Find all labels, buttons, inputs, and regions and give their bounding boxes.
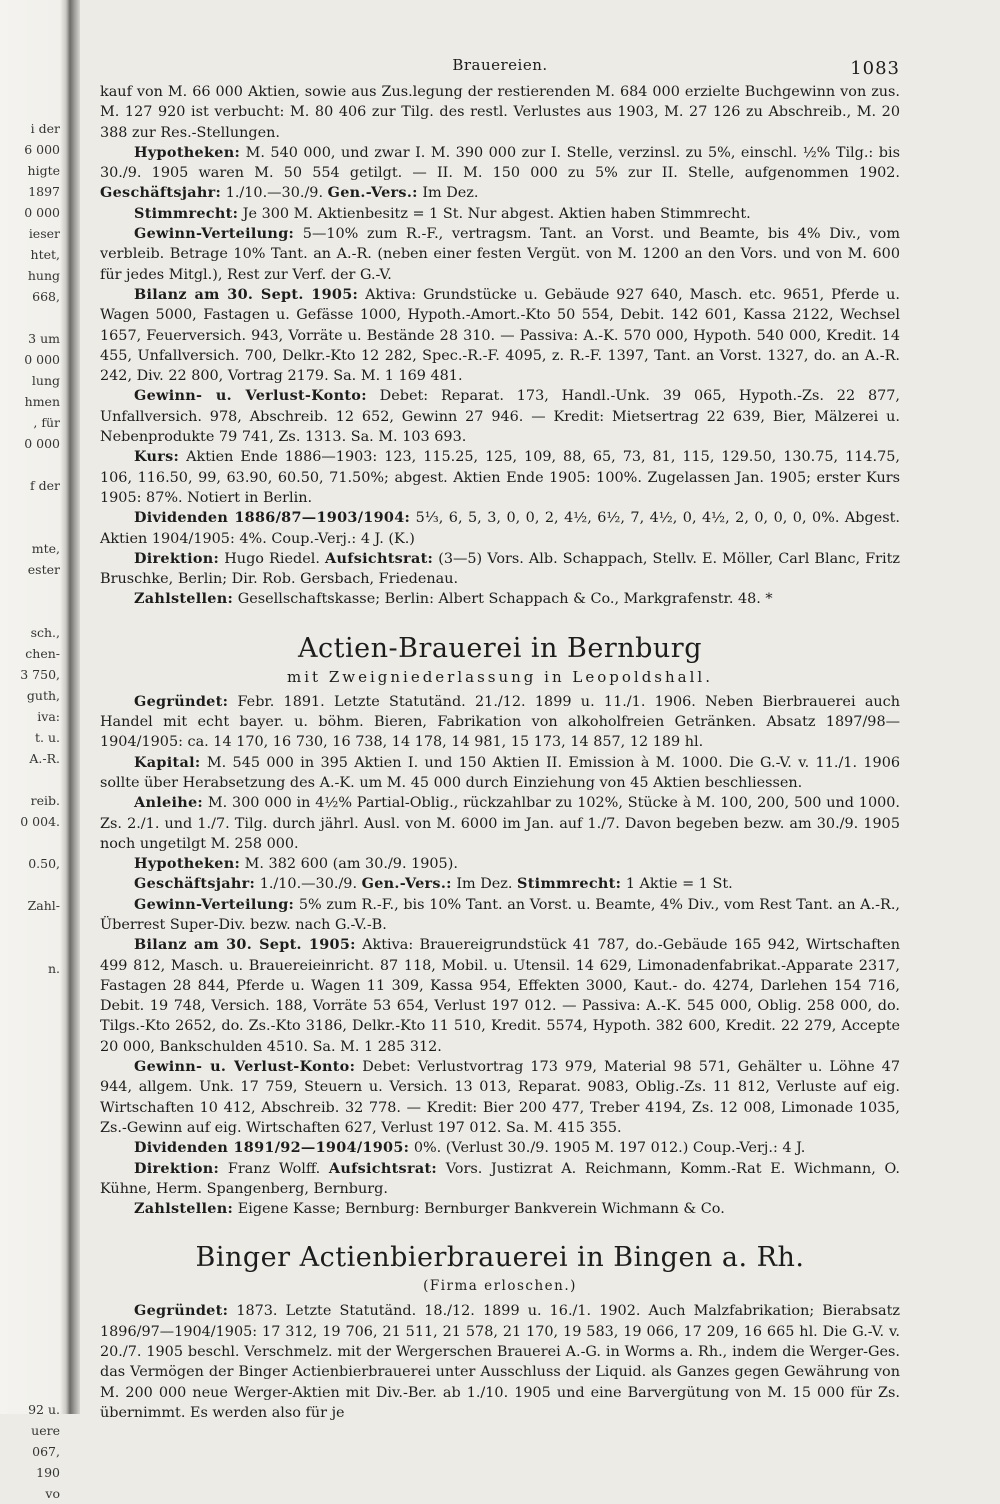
margin-fragment: 0 000 bbox=[24, 205, 60, 220]
entry-text: (3—5) Vors. Alb. Schappach, Stellv. E. Möller, Carl Blanc, Fritz Bruschke, Berlin; Dir. Rob. Gersbach, Friedenau. bbox=[100, 550, 900, 588]
entry-label: Aufsichtsrat: bbox=[328, 1159, 438, 1177]
entry-paragraph bbox=[100, 224, 900, 285]
entry-label: Geschäftsjahr: bbox=[134, 875, 256, 893]
entry-paragraph bbox=[100, 692, 900, 753]
margin-fragment: t. u. bbox=[35, 730, 60, 745]
entry-text: Gesellschaftskasse; Berlin: Albert Schappach & Co., Markgrafenstr. 48. * bbox=[237, 591, 773, 608]
margin-fragment: ieser bbox=[28, 226, 60, 241]
entry-label: Gen.-Vers.: bbox=[361, 875, 452, 893]
entry-text: Febr. 1891. Letzte Statutänd. 21./12. 1899 u. 11./1. 1906. Neben Bierbrauerei auch Handel mit echt bayer. u. böhm. Bieren, Fabrikation von alkoholfreien Getränken. Absatz 1897/98—1904/1905: ca. 14 170, 16 730, 16 738, 14 178, 14 981, 15 173, 14 857, 12 189 hl. bbox=[100, 693, 900, 751]
entry-paragraph bbox=[100, 1301, 900, 1423]
entry-label: Geschäftsjahr: bbox=[100, 184, 222, 202]
margin-fragment: uere bbox=[31, 1423, 60, 1438]
entry-text: Aktien Ende 1886—1903: 123, 115.25, 125, 109, 88, 65, 73, 81, 115, 129.50, 130.75, 114.75, 106, 116.50, 99, 63.90, 60.50, 71.50%; abgest. Aktien Ende 1905: 100%. Zugelassen Jan. 1905; erster Kurs 1905: 87%. Notiert in Berlin. bbox=[100, 449, 901, 506]
margin-fragment: 3 750, bbox=[20, 667, 60, 682]
entry-label: Direktion: bbox=[134, 549, 220, 567]
entry-text: Debet: Verlustvortrag 173 979, Material 98 571, Gehälter u. Löhne 47 944, allgem. Unk. 17 759, Steuern u. Versich. 13 013, Reparat. 9083, Oblig.-Zs. 11 812, Verluste auf eig. Wirtschaften 10 412, Abschreib. 32 778. — Kredit: Bier 200 477, Treber 4194, Zs. 12 008, Limonade 1035, Zs.-Gewinn auf eig. Wirtschaften 627, Verlust 197 012. Sa. M. 415 355. bbox=[100, 1059, 901, 1136]
margin-fragment: mte, bbox=[31, 541, 60, 556]
margin-fragment: i der bbox=[30, 121, 60, 136]
entry-paragraph bbox=[100, 935, 900, 1057]
entry-label: Hypotheken: bbox=[134, 143, 241, 161]
margin-fragment: A.-R. bbox=[29, 751, 60, 766]
entry-text: kauf von M. 66 000 Aktien, sowie aus Zus.legung der restierenden M. 684 000 erzielte Buchgewinn von zus. M. 127 920 ist verbucht: M. 80 406 zur Tilg. des restl. Verlustes aus 1903, M. 27 126 zu Abschreib., M. 20 388 zur Res.-Stellungen. bbox=[100, 84, 900, 141]
margin-fragment: 92 u. bbox=[28, 1402, 60, 1417]
entry-text: M. 545 000 in 395 Aktien I. und 150 Aktien II. Emission à M. 1000. Die G.-V. v. 11./1. 1906 sollte über Herabsetzung des A.-K. um M. 45 000 durch Einziehung von 45 Aktien beschliessen. bbox=[100, 754, 901, 791]
entry-text: 0%. (Verlust 30./9. 1905 M. 197 012.) Coup.-Verj.: 4 J. bbox=[413, 1140, 806, 1157]
entry-paragraph bbox=[100, 895, 900, 936]
margin-fragment: hmen bbox=[24, 394, 60, 409]
entry-label: Gewinn- u. Verlust-Konto: bbox=[134, 1058, 356, 1076]
entry-paragraph bbox=[100, 589, 900, 609]
entry-label: Dividenden 1886/87—1903/1904: bbox=[134, 509, 411, 527]
margin-fragment: f der bbox=[30, 478, 60, 493]
entry-text: Im Dez. bbox=[456, 876, 513, 893]
entry-text: 1 Aktie = 1 St. bbox=[625, 876, 733, 893]
margin-fragment: 3 um bbox=[28, 331, 60, 346]
entry-label: Kurs: bbox=[134, 448, 180, 466]
entry-label: Gen.-Vers.: bbox=[327, 184, 418, 202]
entry-label: Bilanz am 30. Sept. 1905: bbox=[134, 285, 359, 303]
entry-label: Gegründet: bbox=[134, 692, 229, 710]
company-subtitle: mit Zweigniederlassung in Leopoldshall. bbox=[287, 667, 713, 686]
entry-paragraph bbox=[100, 549, 900, 590]
entry-text: Hugo Riedel. bbox=[224, 550, 320, 567]
entry-paragraph bbox=[100, 1159, 900, 1200]
margin-fragment: 1897 bbox=[28, 184, 60, 199]
entry-label: Gegründet: bbox=[134, 1302, 229, 1320]
margin-fragment: 0 000 bbox=[24, 352, 60, 367]
margin-fragment: vo bbox=[45, 1486, 60, 1501]
entry-paragraph bbox=[100, 1199, 900, 1219]
margin-fragment: 0.50, bbox=[28, 856, 60, 871]
entry-text: Aktiva: Brauereigrundstück 41 787, do.-Gebäude 165 942, Wirtschaften 499 812, Masch. u. Brauereieinricht. 87 118, Mobil. u. Utensil. 14 629, Limonadenfabrikat.-Apparate 2317, Fastagen 28 844, Pferde u. Wagen 11 309, Kassa 954, Effekten 3000, Kaut.- do. 4274, Darlehen 154 716, Debit. 19 748, Versich. 188, Vorräte 53 654, Verlust 197 012. — Passiva: A.-K. 545 000, Oblig. 258 000, do. Tilgs.-Kto 2652, do. Zs.-Kto 3186, Delkr.-Kto 11 510, Kredit. 5574, Hypoth. 382 600, Kredit. 22 279, Accepte 20 000, Bankschulden 4510. Sa. M. 1 285 312. bbox=[100, 937, 900, 1055]
entry-label: Stimmrecht: bbox=[134, 204, 239, 222]
entry-paragraph bbox=[100, 854, 900, 874]
margin-fragment: 190 bbox=[36, 1465, 60, 1480]
page bbox=[100, 50, 900, 1423]
company-title: Actien-Brauerei in Bernburg bbox=[298, 632, 702, 664]
entry-label: Direktion: bbox=[134, 1159, 220, 1177]
entry-paragraph bbox=[100, 82, 900, 143]
content bbox=[100, 82, 900, 1423]
entry-text: Im Dez. bbox=[422, 185, 479, 202]
entry-text: 5% zum R.-F., bis 10% Tant. an Vorst. u. Beamte, 4% Div., vom Rest Tant. an A.-R., Überrest Super-Div. bezw. nach G.-V.-B. bbox=[100, 896, 900, 933]
margin-fragment: reib. bbox=[30, 793, 60, 808]
margin-fragment: sch., bbox=[30, 625, 60, 640]
entry-text: Je 300 M. Aktienbesitz = 1 St. Nur abgest. Aktien haben Stimmrecht. bbox=[242, 205, 751, 222]
margin-fragment: htet, bbox=[30, 247, 60, 262]
margin-fragment: lung bbox=[31, 373, 60, 388]
margin-fragment: 668, bbox=[32, 289, 60, 304]
entry-label: Aufsichtsrat: bbox=[325, 549, 434, 567]
entry-text: Eigene Kasse; Bernburg: Bernburger Bankverein Wichmann & Co. bbox=[237, 1201, 725, 1218]
entry-text: M. 300 000 in 4½% Partial-Oblig., rückzahlbar zu 102%, Stücke à M. 100, 200, 500 und 1000. Zs. 2./1. und 1./7. Tilg. durch jährl. Ausl. von M. 6000 im Jan. auf 1./7. Davon begeben bezw. am 30./9. 1905 noch ungetilgt M. 258 000. bbox=[100, 795, 900, 852]
entry-label: Kapital: bbox=[134, 753, 201, 771]
entry-text: Franz Wolff. bbox=[227, 1160, 321, 1177]
entry-paragraph bbox=[100, 1138, 900, 1158]
entry-paragraph bbox=[100, 874, 900, 894]
facing-page-fragments bbox=[0, 0, 62, 1501]
entry-paragraph bbox=[100, 386, 900, 447]
entry-paragraph bbox=[100, 753, 900, 794]
entry-paragraph bbox=[100, 447, 900, 508]
margin-fragment: 0 004. bbox=[20, 814, 60, 829]
entry-label: Stimmrecht: bbox=[517, 875, 622, 893]
entry-text: 5—10% zum R.-F., vertragsm. Tant. an Vorst. und Beamte, bis 4% Div., vom verbleib. Betrage 10% Tant. an A.-R. (neben einer festen Vergüt. von M. 1200 an den Vors. und von M. 600 für jedes Mitgl.), Rest zur Verf. der G.-V. bbox=[100, 226, 900, 283]
entry-label: Gewinn-Verteilung: bbox=[134, 895, 295, 913]
margin-fragment: 6 000 bbox=[24, 142, 60, 157]
running-title: Brauereien. bbox=[452, 56, 548, 74]
entry-text: Vors. Justizrat A. Reichmann, Komm.-Rat E. Wichmann, O. Kühne, Herm. Spangenberg, Bernburg. bbox=[100, 1160, 901, 1197]
margin-fragment: , für bbox=[33, 415, 60, 430]
entry-paragraph bbox=[100, 285, 900, 386]
entry-text: 1./10.—30./9. bbox=[259, 876, 358, 893]
entry-paragraph bbox=[100, 793, 900, 854]
margin-fragment: higte bbox=[27, 163, 60, 178]
entry-paragraph bbox=[100, 143, 900, 204]
running-head bbox=[100, 50, 900, 82]
entry-label: Gewinn-Verteilung: bbox=[134, 225, 295, 243]
margin-fragment: hung bbox=[27, 268, 60, 283]
margin-fragment: iva: bbox=[37, 709, 60, 724]
entry-text: 1./10.—30./9. bbox=[225, 185, 324, 202]
entry-text: M. 540 000, und zwar I. M. 390 000 zur I. Stelle, verzinsl. zu 5%, einschl. ½% Tilg.: bis 30./9. 1905 waren M. 50 554 getilgt. — II. M. 150 000 zu 5% zur II. Stelle, aufgenommen 1902. bbox=[100, 144, 900, 182]
margin-fragment: chen- bbox=[25, 646, 60, 661]
page-number: 1083 bbox=[850, 58, 900, 79]
entry-text: 5⅓, 6, 5, 3, 0, 0, 2, 4½, 6½, 7, 4½, 0, 4½, 2, 0, 0, 0, 0%. Abgest. Aktien 1904/1905: 4%. Coup.-Verj.: 4 J. (K.) bbox=[100, 510, 900, 547]
entry-label: Anleihe: bbox=[134, 794, 204, 812]
entry-label: Zahlstellen: bbox=[134, 1200, 234, 1218]
entry-text: M. 382 600 (am 30./9. 1905). bbox=[244, 856, 458, 873]
margin-fragment: Zahl- bbox=[27, 898, 60, 913]
margin-fragment: n. bbox=[47, 961, 60, 976]
entry-text: Debet: Reparat. 173, Handl.-Unk. 39 065, Hypoth.-Zs. 22 877, Unfallversich. 978, Abschreib. 12 652, Gewinn 27 946. — Kredit: Mietsertrag 22 639, Bier, Mälzerei u. Nebenprodukte 79 741, Zs. 1313. Sa. M. 103 693. bbox=[100, 388, 901, 446]
entry-paragraph bbox=[100, 508, 900, 549]
entry-label: Dividenden 1891/92—1904/1905: bbox=[134, 1139, 410, 1157]
entry-paragraph bbox=[100, 1057, 900, 1138]
entry-text: 1873. Letzte Statutänd. 18./12. 1899 u. 16./1. 1902. Auch Malzfabrikation; Bierabsatz 1896/97—1904/1905: 17 312, 19 706, 21 511, 21 578, 21 170, 19 583, 19 066, 17 209, 16 665 hl. Die G.-V. v. 20./7. 1905 beschl. Verschmelz. mit der Wergerschen Brauerei A.-G. in Worms a. Rh., indem die Werger-Ges. das Vermögen der Binger Actienbierbrauerei unter Ausschluss der Liquid. als Ganzes gegen Gewährung von M. 200 000 neue Werger-Aktien mit Div.-Ber. ab 1./10. 1905 und eine Barvergütung von M. 15 000 für Zs. übernimmt. Es werden also für je bbox=[100, 1303, 900, 1421]
margin-fragment: 067, bbox=[32, 1444, 60, 1459]
entry-text: Aktiva: Grundstücke u. Gebäude 927 640, Masch. etc. 9651, Pferde u. Wagen 5000, Fastagen u. Gefässe 1000, Hypoth.-Amort.-Kto 50 554, Debit. 142 601, Kassa 2122, Wechsel 1657, Feuerversich. 943, Vorräte u. Bestände 28 310. — Passiva: A.-K. 570 000, Hypoth. 540 000, Kredit. 14 455, Unfallversich. 700, Delkr.-Kto 12 282, Spec.-R.-F. 4095, z. R.-F. 1397, Tant. an Vorst. 1327, do. an A.-R. 242, Div. 22 800, Vortrag 2179. Sa. M. 1 169 481. bbox=[100, 286, 900, 385]
company-title: Binger Actienbierbrauerei in Bingen a. Rh. bbox=[195, 1242, 805, 1274]
entry-label: Gewinn- u. Verlust-Konto: bbox=[134, 387, 367, 405]
margin-fragment: ester bbox=[27, 562, 60, 577]
entry-label: Bilanz am 30. Sept. 1905: bbox=[134, 936, 356, 954]
margin-fragment: 0 000 bbox=[24, 436, 60, 451]
entry-paragraph bbox=[100, 204, 900, 224]
entry-label: Zahlstellen: bbox=[134, 590, 234, 608]
entry-label: Hypotheken: bbox=[134, 855, 241, 873]
company-subtitle: (Firma erloschen.) bbox=[423, 1278, 577, 1295]
margin-fragment: guth, bbox=[26, 688, 60, 703]
